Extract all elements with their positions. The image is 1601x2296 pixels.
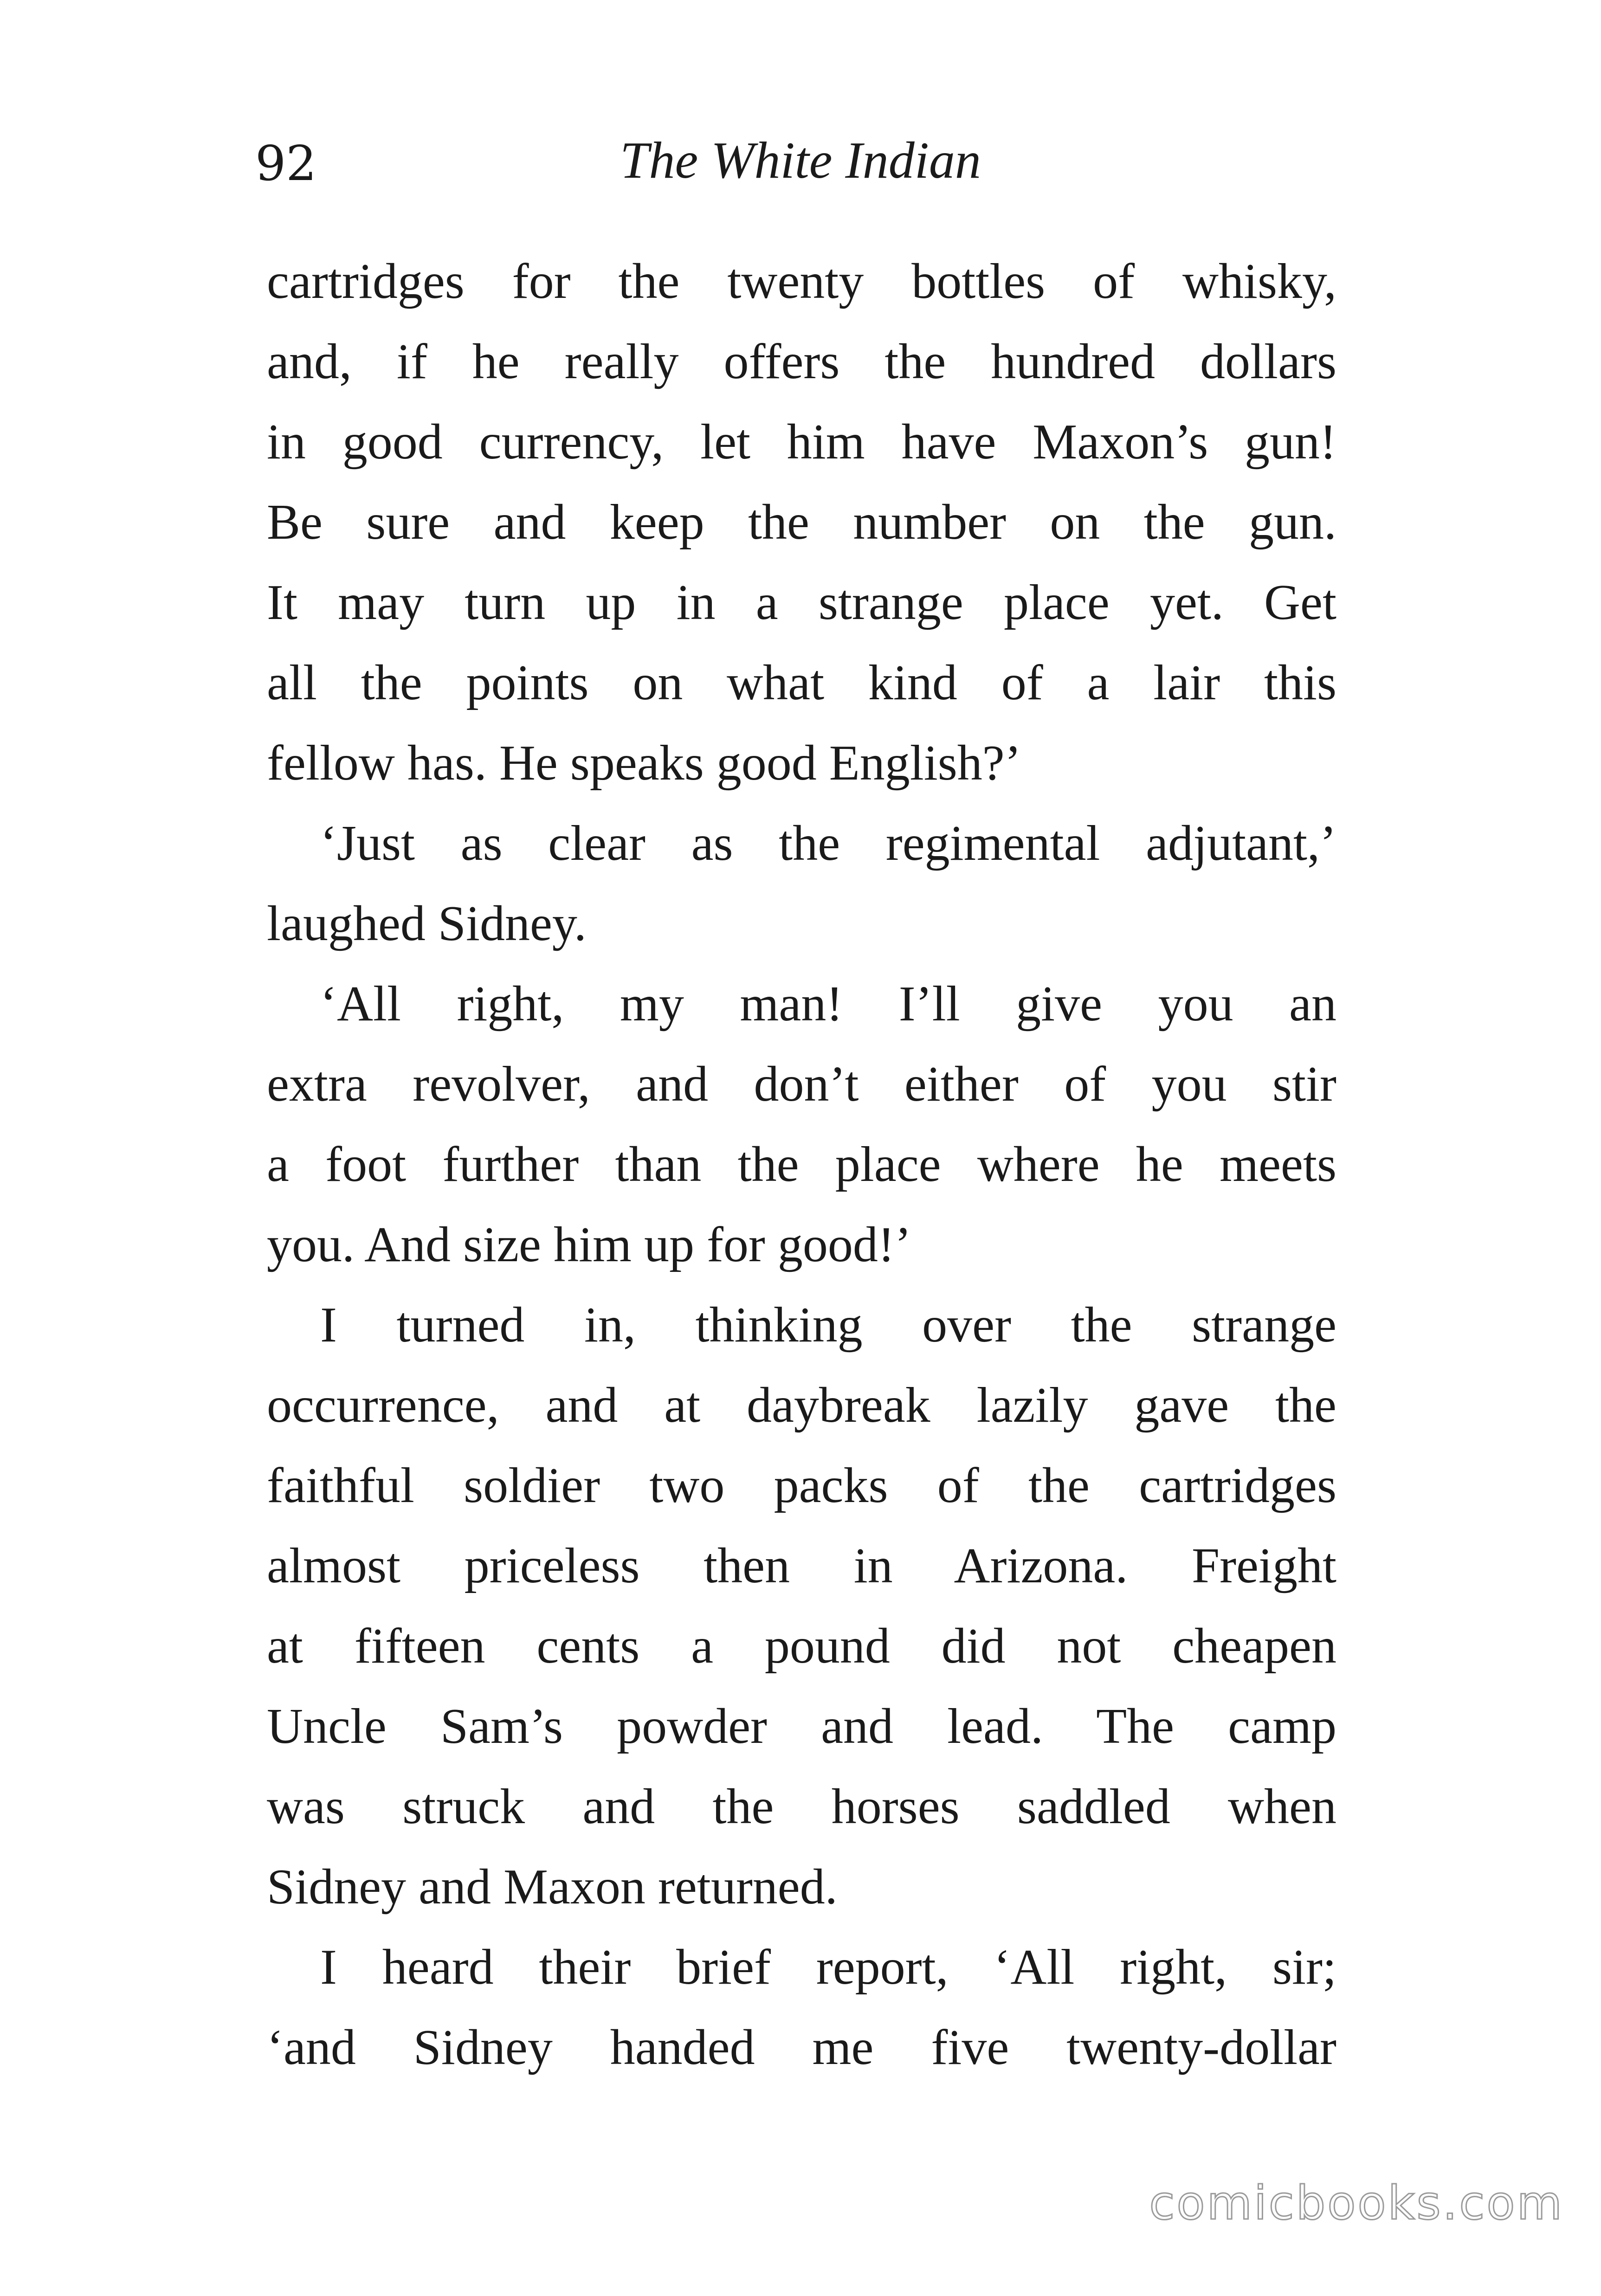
text-line: cartridges for the twenty bottles of whisky, [267,254,1336,309]
text-line: It may turn up in a strange place yet. Get [267,575,1336,630]
text-line: fellow has. He speaks good English?’ [267,735,1021,791]
text-line: at fifteen cents a pound did not cheapen [267,1619,1336,1674]
text-line: Uncle Sam’s powder and lead. The camp [267,1699,1336,1754]
text-line: you. And size him up for good!’ [267,1217,911,1272]
text-line: Be sure and keep the number on the gun. [267,495,1336,550]
text-line: Sidney and Maxon returned. [267,1859,838,1915]
text-line: a foot further than the place where he meets [267,1137,1336,1192]
text-line: in good currency, let him have Maxon’s gun! [267,414,1336,470]
text-line: almost priceless then in Arizona. Freight [267,1538,1336,1593]
text-line: ‘Just as clear as the regimental adjutant,’ [320,816,1336,871]
text-line: ‘All right, my man! I’ll give you an [320,976,1336,1032]
text-line: I heard their brief report, ‘All right, sir; [320,1940,1336,1995]
text-line: all the points on what kind of a lair this [267,655,1336,710]
text-line: I turned in, thinking over the strange [320,1297,1336,1353]
text-line: ‘and Sidney handed me five twenty-dollar [267,2020,1336,2075]
watermark-logo: comicbooks.com [1149,2176,1564,2230]
text-line: occurrence, and at daybreak lazily gave the [267,1378,1336,1433]
text-line: and, if he really offers the hundred dollars [267,334,1336,389]
running-title: The White Indian [620,132,981,189]
text-line: laughed Sidney. [267,896,587,951]
text-line: extra revolver, and don’t either of you stir [267,1057,1336,1112]
page-number: 92 [255,135,317,192]
text-line: faithful soldier two packs of the cartridges [267,1458,1336,1513]
body-text [267,241,1336,2088]
text-line: was struck and the horses saddled when [267,1779,1336,1834]
